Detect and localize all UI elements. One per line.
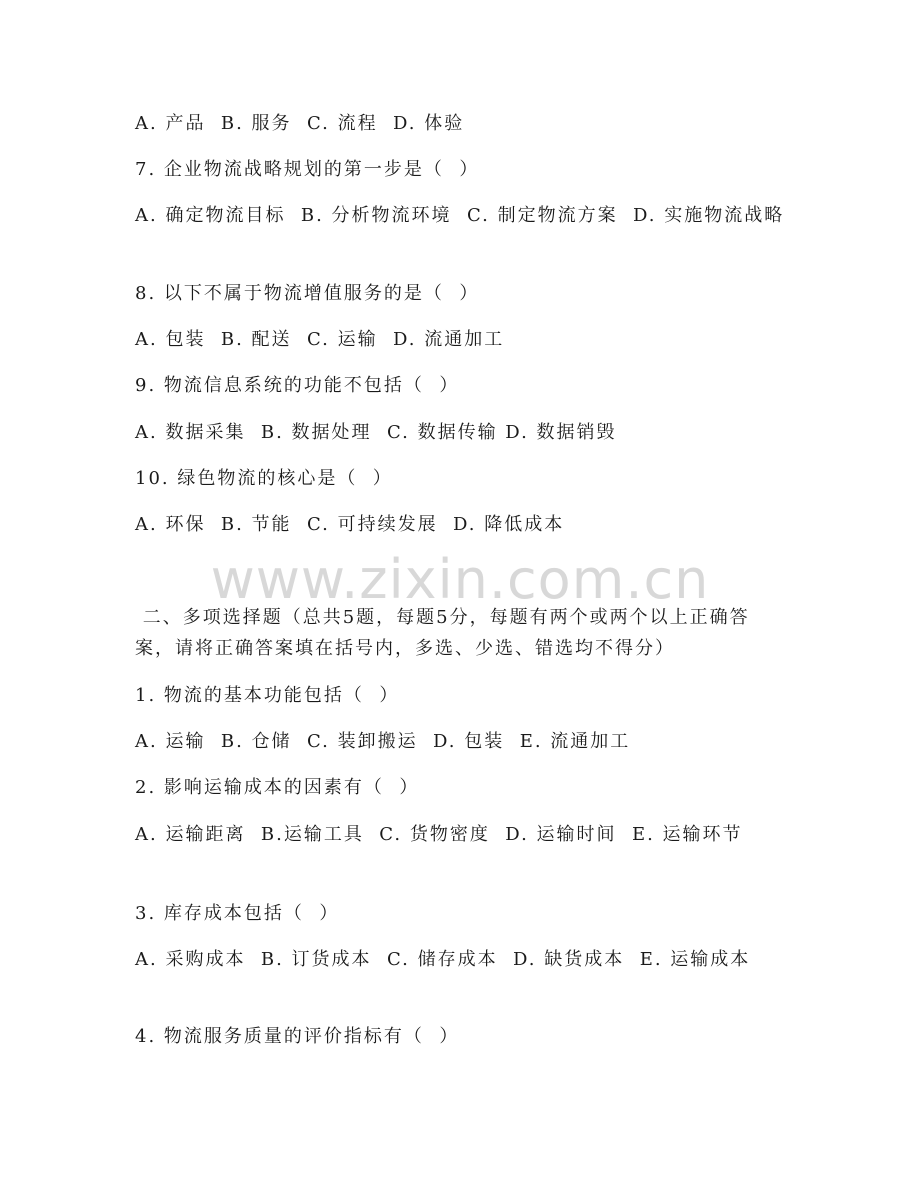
q10-options: A. 环保 B. 节能 C. 可持续发展 D. 降低成本 [135, 514, 565, 535]
q7-question: 7. 企业物流战略规划的第一步是（ ） [135, 159, 480, 180]
q8-options: A. 包装 B. 配送 C. 运输 D. 流通加工 [135, 329, 505, 350]
mq2-options: A. 运输距离 B.运输工具 C. 货物密度 D. 运输时间 E. 运输环节 [135, 824, 743, 845]
q9-question: 9. 物流信息系统的功能不包括（ ） [135, 375, 460, 396]
mq2-question: 2. 影响运输成本的因素有（ ） [135, 777, 420, 798]
mq3-question: 3. 库存成本包括（ ） [135, 903, 340, 924]
mq1-question: 1. 物流的基本功能包括（ ） [135, 685, 400, 706]
section-heading: 二、多项选择题（总共5题，每题5分，每题有两个或两个以上正确答案，请将正确答案填在括号内，多选、少选、错选均不得分） [135, 607, 750, 659]
q10-question: 10. 绿色物流的核心是（ ） [135, 468, 393, 489]
mq4-question: 4. 物流服务质量的评价指标有（ ） [135, 1026, 460, 1047]
q9-options: A. 数据采集 B. 数据处理 C. 数据传输 D. 数据销毁 [135, 422, 617, 443]
q7-options: A. 确定物流目标 B. 分析物流环境 C. 制定物流方案 D. 实施物流战略 [135, 205, 785, 226]
q6-options: A. 产品 B. 服务 C. 流程 D. 体验 [135, 113, 465, 134]
q8-question: 8. 以下不属于物流增值服务的是（ ） [135, 283, 480, 304]
mq1-options: A. 运输 B. 仓储 C. 装卸搬运 D. 包装 E. 流通加工 [135, 731, 631, 752]
mq3-options: A. 采购成本 B. 订货成本 C. 储存成本 D. 缺货成本 E. 运输成本 [135, 949, 751, 970]
watermark-text: www.zixin.com.cn [210, 548, 710, 611]
